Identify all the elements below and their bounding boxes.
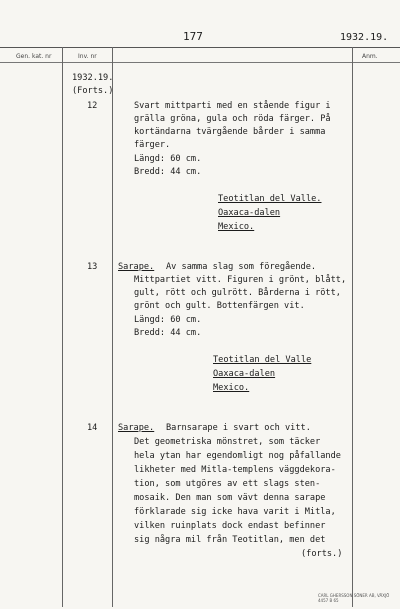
entry-12-place-town: Teotitlan del Valle. — [218, 194, 322, 204]
entry-14-line-2: hela ytan har egendomligt nog påfallande — [134, 451, 341, 461]
entry-13-first-line: Av samma slag som föregående. — [166, 262, 317, 272]
entry-12-place-country: Mexico. — [218, 222, 255, 232]
group-year: 1932.19. — [72, 73, 114, 83]
entry-13-line-1: Mittpartiet vitt. Figuren i grönt, blått, — [134, 275, 347, 285]
entry-14-line-7: vilken ruinplats dock endast befinner — [134, 521, 326, 531]
entry-12-length: Längd: 60 cm. — [134, 154, 202, 164]
entry-12-line-4: färger. — [134, 140, 171, 150]
column-divider-3 — [352, 47, 353, 607]
entry-14-title: Sarape. — [118, 423, 155, 433]
entry-13-width: Bredd: 44 cm. — [134, 328, 202, 338]
group-continued-note: (Forts.) — [72, 86, 114, 96]
printer-footer: CARL GHERSSON SÖNER AB, VÄXJÖ 4457 B 65 — [318, 593, 390, 603]
entry-14-first-line: Barnsarape i svart och vitt. — [166, 423, 311, 433]
column-header-gen-kat-nr: Gen. kat. nr — [16, 53, 52, 60]
entry-12-number: 12 — [87, 101, 98, 111]
entry-12-line-1: Svart mittparti med en stående figur i — [134, 101, 331, 111]
entry-13-place-region: Oaxaca-dalen — [213, 369, 276, 379]
top-rule — [0, 47, 400, 48]
column-divider-2 — [112, 47, 113, 607]
entry-13-line-3: grönt och gult. Bottenfärgen vit. — [134, 301, 305, 311]
entry-14-number: 14 — [87, 423, 98, 433]
entry-13-place-town: Teotitlan del Valle — [213, 355, 312, 365]
entry-14-line-4: tion, som utgöres av ett slags sten- — [134, 479, 321, 489]
column-header-anm: Anm. — [362, 53, 378, 60]
header-year: 1932.19. — [340, 32, 389, 43]
page-number: 177 — [183, 30, 203, 43]
entry-14-line-1: Det geometriska mönstret, som täcker — [134, 437, 321, 447]
entry-12-place-region: Oaxaca-dalen — [218, 208, 281, 218]
entry-12-line-2: grälla gröna, gula och röda färger. På — [134, 114, 331, 124]
entry-14-line-8: sig några mil från Teotitlan, men det — [134, 535, 326, 545]
entry-13-number: 13 — [87, 262, 98, 272]
column-header-rule — [0, 62, 400, 63]
entry-12-width: Bredd: 44 cm. — [134, 167, 202, 177]
entry-14-line-3: likheter med Mitla-templens väggdekora- — [134, 465, 336, 475]
entry-13-line-2: gult, rött och gulrött. Bårderna i rött, — [134, 288, 341, 298]
column-divider-1 — [62, 47, 63, 607]
entry-14-continued: (forts.) — [301, 549, 343, 559]
entry-14-line-6: förklarade sig icke hava varit i Mitla, — [134, 507, 336, 517]
entry-14-line-5: mosaik. Den man som vävt denna sarape — [134, 493, 326, 503]
column-header-inv-nr: Inv. nr — [78, 53, 97, 60]
entry-12-line-3: kortändarna tvärgående bårder i samma — [134, 127, 326, 137]
entry-13-length: Längd: 60 cm. — [134, 315, 202, 325]
entry-13-place-country: Mexico. — [213, 383, 250, 393]
entry-13-title: Sarape. — [118, 262, 155, 272]
